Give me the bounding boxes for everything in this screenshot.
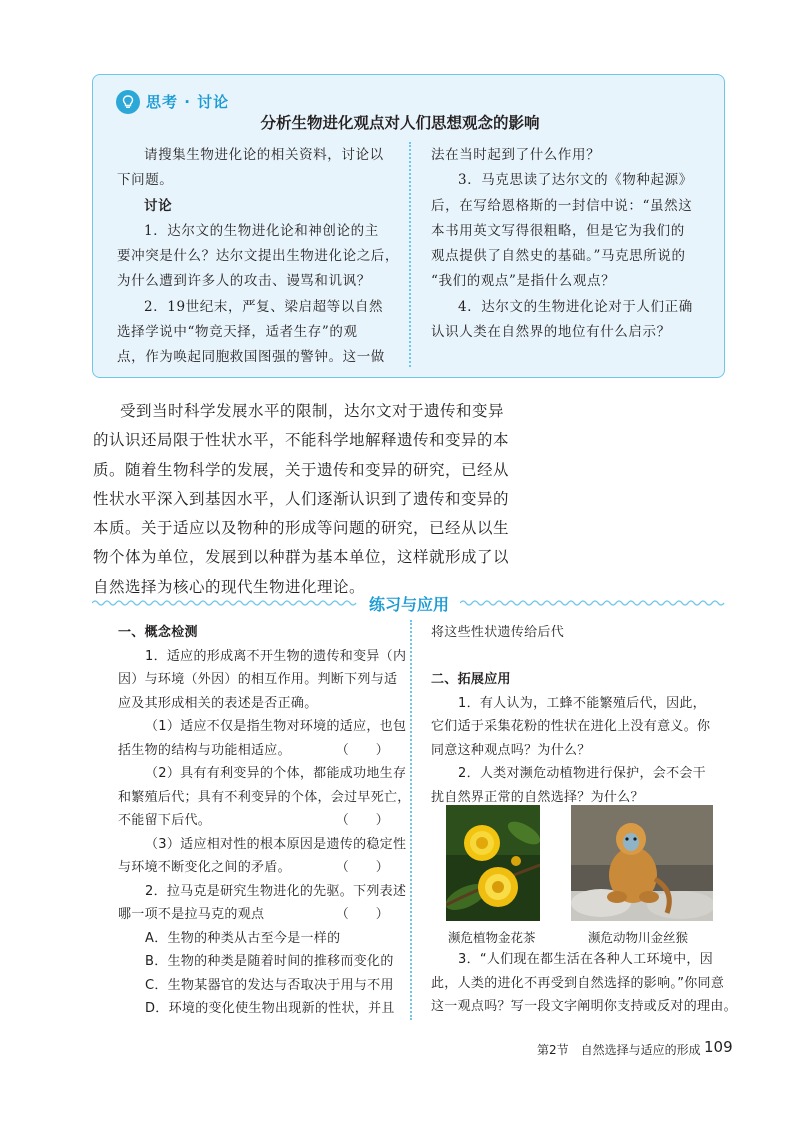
column-divider (409, 142, 411, 367)
text-line: 后，在写给恩格斯的一封信中说：“虽然这 (431, 197, 693, 214)
answer-blank[interactable]: （ ） (335, 907, 389, 922)
text-line: 不能留下后代。 (118, 813, 212, 828)
text-line: 2．19世纪末，严复、梁启超等以自然 (144, 298, 384, 315)
text-line: 下问题。 (117, 172, 174, 189)
text-line: （1）适应不仅是指生物对环境的适应，也包 (145, 719, 407, 734)
option-d[interactable]: D．环境的变化使生物出现新的性状，并且 (145, 1001, 395, 1016)
text-line: 自然选择为核心的现代生物进化理论。 (93, 577, 366, 596)
exercises-left-column (118, 621, 411, 1021)
text-line: 观点提供了自然史的基础。”马克思所说的 (431, 248, 686, 265)
option-c[interactable]: C．生物某器官的发达与否取决于用与不用 (145, 977, 394, 993)
text-line: （3）适应相对性的根本原因是遗传的稳定性 (145, 836, 407, 852)
text-line: 本书用英文写得很粗略，但是它为我们的 (431, 222, 685, 239)
text-line: 为什么遭到许多人的攻击、谩骂和讥讽？ (117, 273, 371, 290)
text-line: 本质。关于适应以及物种的形成等问题的研究，已经从以生 (93, 519, 510, 538)
text-line: 括生物的结构与功能相适应。 (118, 742, 291, 758)
text-line: 要冲突是什么？达尔文提出生物进化论之后， (117, 248, 399, 265)
main-paragraph (93, 397, 510, 602)
text-line: 2．人类对濒危动植物进行保护，会不会干 (458, 766, 706, 781)
text-line: 它们适于采集花粉的性状在进化上没有意义。你 (431, 719, 711, 734)
statement-row (118, 903, 393, 927)
text-line: “我们的观点”是指什么观点？ (431, 273, 616, 290)
footer-section-title: 第2节 自然选择与适应的形成 (537, 1043, 701, 1057)
text-line: 4．达尔文的生物进化论对于人们正确 (458, 298, 693, 315)
answer-blank[interactable]: （ ） (335, 813, 389, 828)
discussion-heading: 讨论 (144, 197, 173, 214)
text-line: 这一观点吗？写一段文字阐明你支持或反对的理由。 (431, 999, 737, 1014)
text-line: 认识人类在自然界的地位有什么启示？ (431, 324, 671, 341)
text-line: 3．马克思读了达尔文的《物种起源》 (458, 172, 693, 189)
exercises-right-column (431, 621, 725, 809)
text-line: 应及其形成相关的表述是否正确。 (118, 695, 318, 711)
option-a[interactable]: A．生物的种类从古至今是一样的 (145, 930, 341, 946)
photo-caption: 濒危动物川金丝猴 (588, 930, 689, 945)
text-line: 1．达尔文的生物进化论和神创论的主 (144, 222, 379, 239)
exercise-column-divider (410, 620, 412, 1020)
page-number: 109 (704, 1038, 733, 1056)
text-line: （2）具有有利变异的个体，都能成功地生存 (145, 766, 407, 781)
text-line: 将这些性状遗传给后代 (431, 625, 565, 640)
text-line: 此，人类的进化不再受到自然选择的影响。”你同意 (431, 975, 725, 991)
text-line: 1．有人认为，工蜂不能繁殖后代，因此， (458, 695, 706, 711)
question-3 (431, 948, 737, 1019)
text-line: 扰自然界正常的自然选择？为什么？ (431, 789, 644, 805)
wave-divider-right (460, 598, 726, 608)
text-line: 法在当时起到了什么作用？ (431, 147, 601, 163)
statement-row (118, 856, 393, 880)
text-line: 选择学说中“物竞天择，适者生存”的观 (117, 324, 358, 341)
text-line: 2．拉马克是研究生物进化的先驱。下列表述 (145, 883, 407, 899)
text-line: 质。随着生物科学的发展，关于遗传和变异的研究，已经从 (93, 460, 510, 479)
text-line: 性状水平深入到基因水平，人们逐渐认识到了遗传和变异的 (93, 489, 510, 508)
think-right-column (431, 143, 715, 345)
text-line: 与环境不断变化之间的矛盾。 (118, 860, 291, 875)
text-line: 1．适应的形成离不开生物的遗传和变异（内 (145, 648, 407, 664)
text-line: 哪一项不是拉马克的观点 (118, 907, 265, 922)
text-line: 请搜集生物进化论的相关资料，讨论以 (144, 147, 384, 163)
answer-blank[interactable]: （ ） (335, 742, 389, 758)
practice-title: 练习与应用 (368, 595, 449, 614)
think-left-column (117, 143, 399, 371)
text-line: 因）与环境（外因）的相互作用。判断下列与适 (118, 672, 398, 687)
text-line: 受到当时科学发展水平的限制，达尔文对于遗传和变异 (120, 402, 505, 420)
practice-header (92, 592, 726, 614)
snub-nosed-monkey-photo (571, 805, 713, 921)
text-line: 点，作为唤起同胞救国图强的警钟。这一做 (117, 349, 385, 366)
think-discuss-title: 分析生物进化观点对人们思想观念的影响 (260, 114, 540, 132)
text-line: 同意这种观点吗？为什么？ (431, 742, 591, 758)
text-line: 3．“人们现在都生活在各种人工环境中，因 (458, 952, 714, 967)
statement-row (118, 809, 393, 833)
text-line: 物个体为单位，发展到以种群为基本单位，这样就形成了以 (93, 548, 510, 567)
text-line: 和繁殖后代；具有不利变异的个体，会过早死亡， (118, 789, 411, 805)
think-discuss-label: 思考 · 讨论 (146, 93, 230, 111)
photo-caption: 濒危植物金花茶 (448, 930, 536, 945)
answer-blank[interactable]: （ ） (335, 860, 389, 875)
text-line: 的认识还局限于性状水平，不能科学地解释遗传和变异的本 (93, 431, 510, 450)
section-heading: 二、拓展应用 (431, 672, 511, 687)
section-heading: 一、概念检测 (118, 625, 198, 640)
camellia-photo (446, 805, 540, 921)
option-b[interactable]: B．生物的种类是随着时间的推移而变化的 (145, 954, 394, 969)
spacer (431, 645, 725, 669)
statement-row (118, 739, 393, 763)
